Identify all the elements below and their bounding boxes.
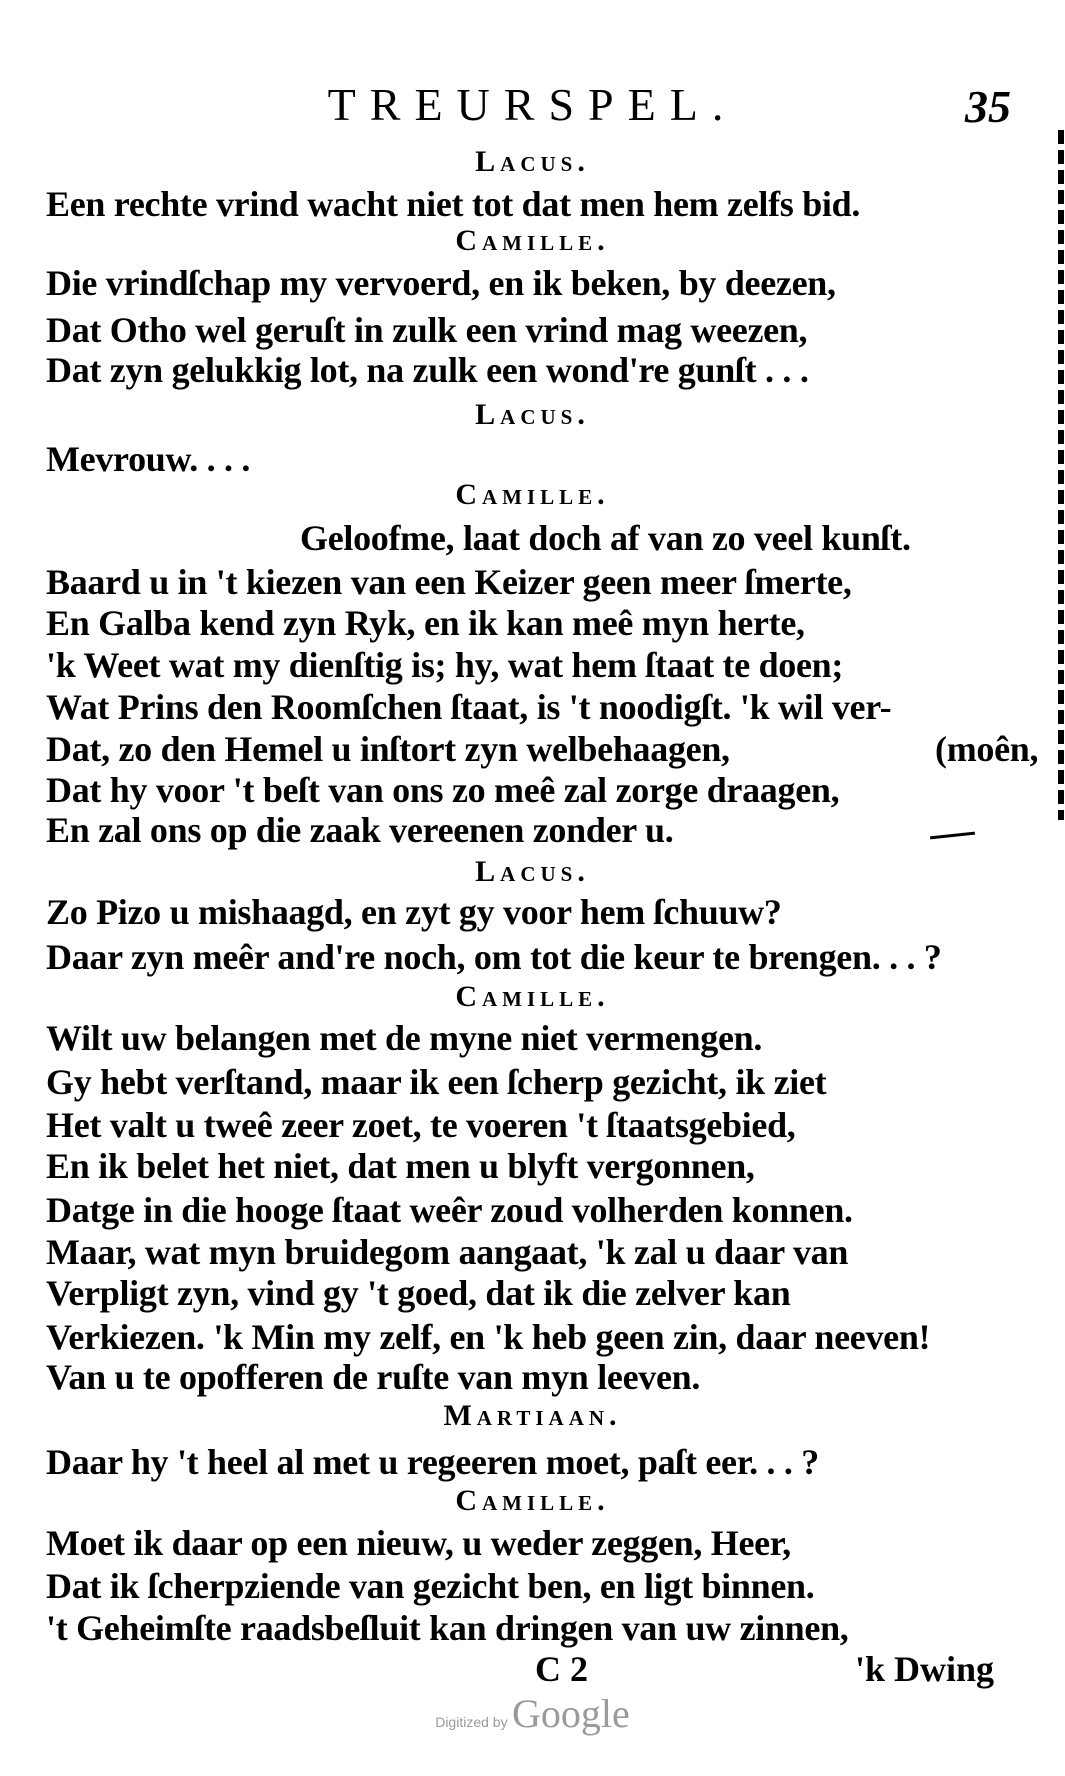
running-title: TREURSPEL. bbox=[327, 79, 738, 130]
verse-line: Geloofme, laat doch af van zo veel kunſt. bbox=[300, 518, 911, 558]
verse-line: Dat hy voor 't beſt van ons zo meê zal zorge draagen, bbox=[46, 770, 840, 810]
verse-line: Maar, wat myn bruidegom aangaat, 'k zal u daar van bbox=[46, 1232, 849, 1272]
watermark-prefix: Digitized by bbox=[435, 1714, 508, 1730]
catchword: 'k Dwing bbox=[855, 1649, 995, 1689]
verse-line: En Galba kend zyn Ryk, en ik kan meê myn herte, bbox=[46, 603, 805, 643]
verse-line: Wilt uw belangen met de myne niet vermengen. bbox=[46, 1018, 763, 1058]
verse-line: Daar zyn meêr and're noch, om tot die keur te brengen. . . ? bbox=[46, 937, 942, 977]
verse-line: Van u te opofferen de ruſte van myn leeven. bbox=[46, 1357, 701, 1397]
verse-line: Mevrouw. . . . bbox=[46, 439, 251, 479]
verse-line: Het valt u tweê zeer zoet, te voeren 't ſtaatsgebied, bbox=[46, 1105, 796, 1145]
speaker-martiaan: Martiaan. bbox=[443, 1399, 622, 1432]
speaker-lacus: Lacus. bbox=[475, 855, 590, 888]
verse-line: Dat, zo den Hemel u inſtort zyn welbehaagen, bbox=[46, 729, 730, 769]
speaker-lacus: Lacus. bbox=[475, 145, 590, 178]
verse-line: Moet ik daar op een nieuw, u weder zeggen, Heer, bbox=[46, 1523, 791, 1563]
verse-line: En ik belet het niet, dat men u blyft vergonnen, bbox=[46, 1146, 755, 1186]
verse-line: Die vrindſchap my vervoerd, en ik beken, by deezen, bbox=[46, 263, 836, 303]
verse-line: 'k Weet wat my dienſtig is; hy, wat hem ſtaat te doen; bbox=[46, 645, 844, 685]
signature-mark: C 2 bbox=[535, 1649, 588, 1689]
verse-line: En zal ons op die zaak vereenen zonder u. bbox=[46, 810, 674, 850]
speaker-camille: Camille. bbox=[455, 478, 610, 511]
page-number: 35 bbox=[965, 81, 1011, 132]
verse-line: Gy hebt verſtand, maar ik een ſcherp gezicht, ik ziet bbox=[46, 1062, 827, 1102]
verse-turnover: (moên, bbox=[935, 729, 1039, 769]
verse-line: Dat zyn gelukkig lot, na zulk een wond're gunſt . . . bbox=[46, 350, 809, 390]
verse-line: Dat Otho wel geruſt in zulk een vrind mag weezen, bbox=[46, 310, 808, 350]
verse-line: Een rechte vrind wacht niet tot dat men hem zelfs bid. bbox=[46, 184, 861, 224]
verse-line: Wat Prins den Roomſchen ſtaat, is 't noodigſt. 'k wil ver- bbox=[46, 687, 892, 727]
verse-line: Baard u in 't kiezen van een Keizer geen meer ſmerte, bbox=[46, 562, 852, 602]
verse-line: Verpligt zyn, vind gy 't goed, dat ik die zelver kan bbox=[46, 1273, 791, 1313]
speaker-camille: Camille. bbox=[455, 980, 610, 1013]
speaker-lacus: Lacus. bbox=[475, 398, 590, 431]
verse-line: Verkiezen. 'k Min my zelf, en 'k heb geen zin, daar neeven! bbox=[46, 1317, 931, 1357]
dash-mark bbox=[930, 832, 975, 840]
verse-line: Zo Pizo u mishaagd, en zyt gy voor hem ſchuuw? bbox=[46, 892, 782, 932]
verse-line: 't Geheimſte raadsbeſluit kan dringen van uw zinnen, bbox=[46, 1608, 849, 1648]
digitized-watermark bbox=[0, 1690, 1065, 1737]
verse-line: Daar hy 't heel al met u regeeren moet, paſt eer. . . ? bbox=[46, 1442, 819, 1482]
google-logo: Google bbox=[512, 1691, 630, 1736]
verse-line: Datge in die hooge ſtaat weêr zoud volherden konnen. bbox=[46, 1190, 853, 1230]
speaker-camille: Camille. bbox=[455, 1484, 610, 1517]
speaker-camille: Camille. bbox=[455, 224, 610, 257]
verse-line: Dat ik ſcherpziende van gezicht ben, en ligt binnen. bbox=[46, 1566, 815, 1606]
